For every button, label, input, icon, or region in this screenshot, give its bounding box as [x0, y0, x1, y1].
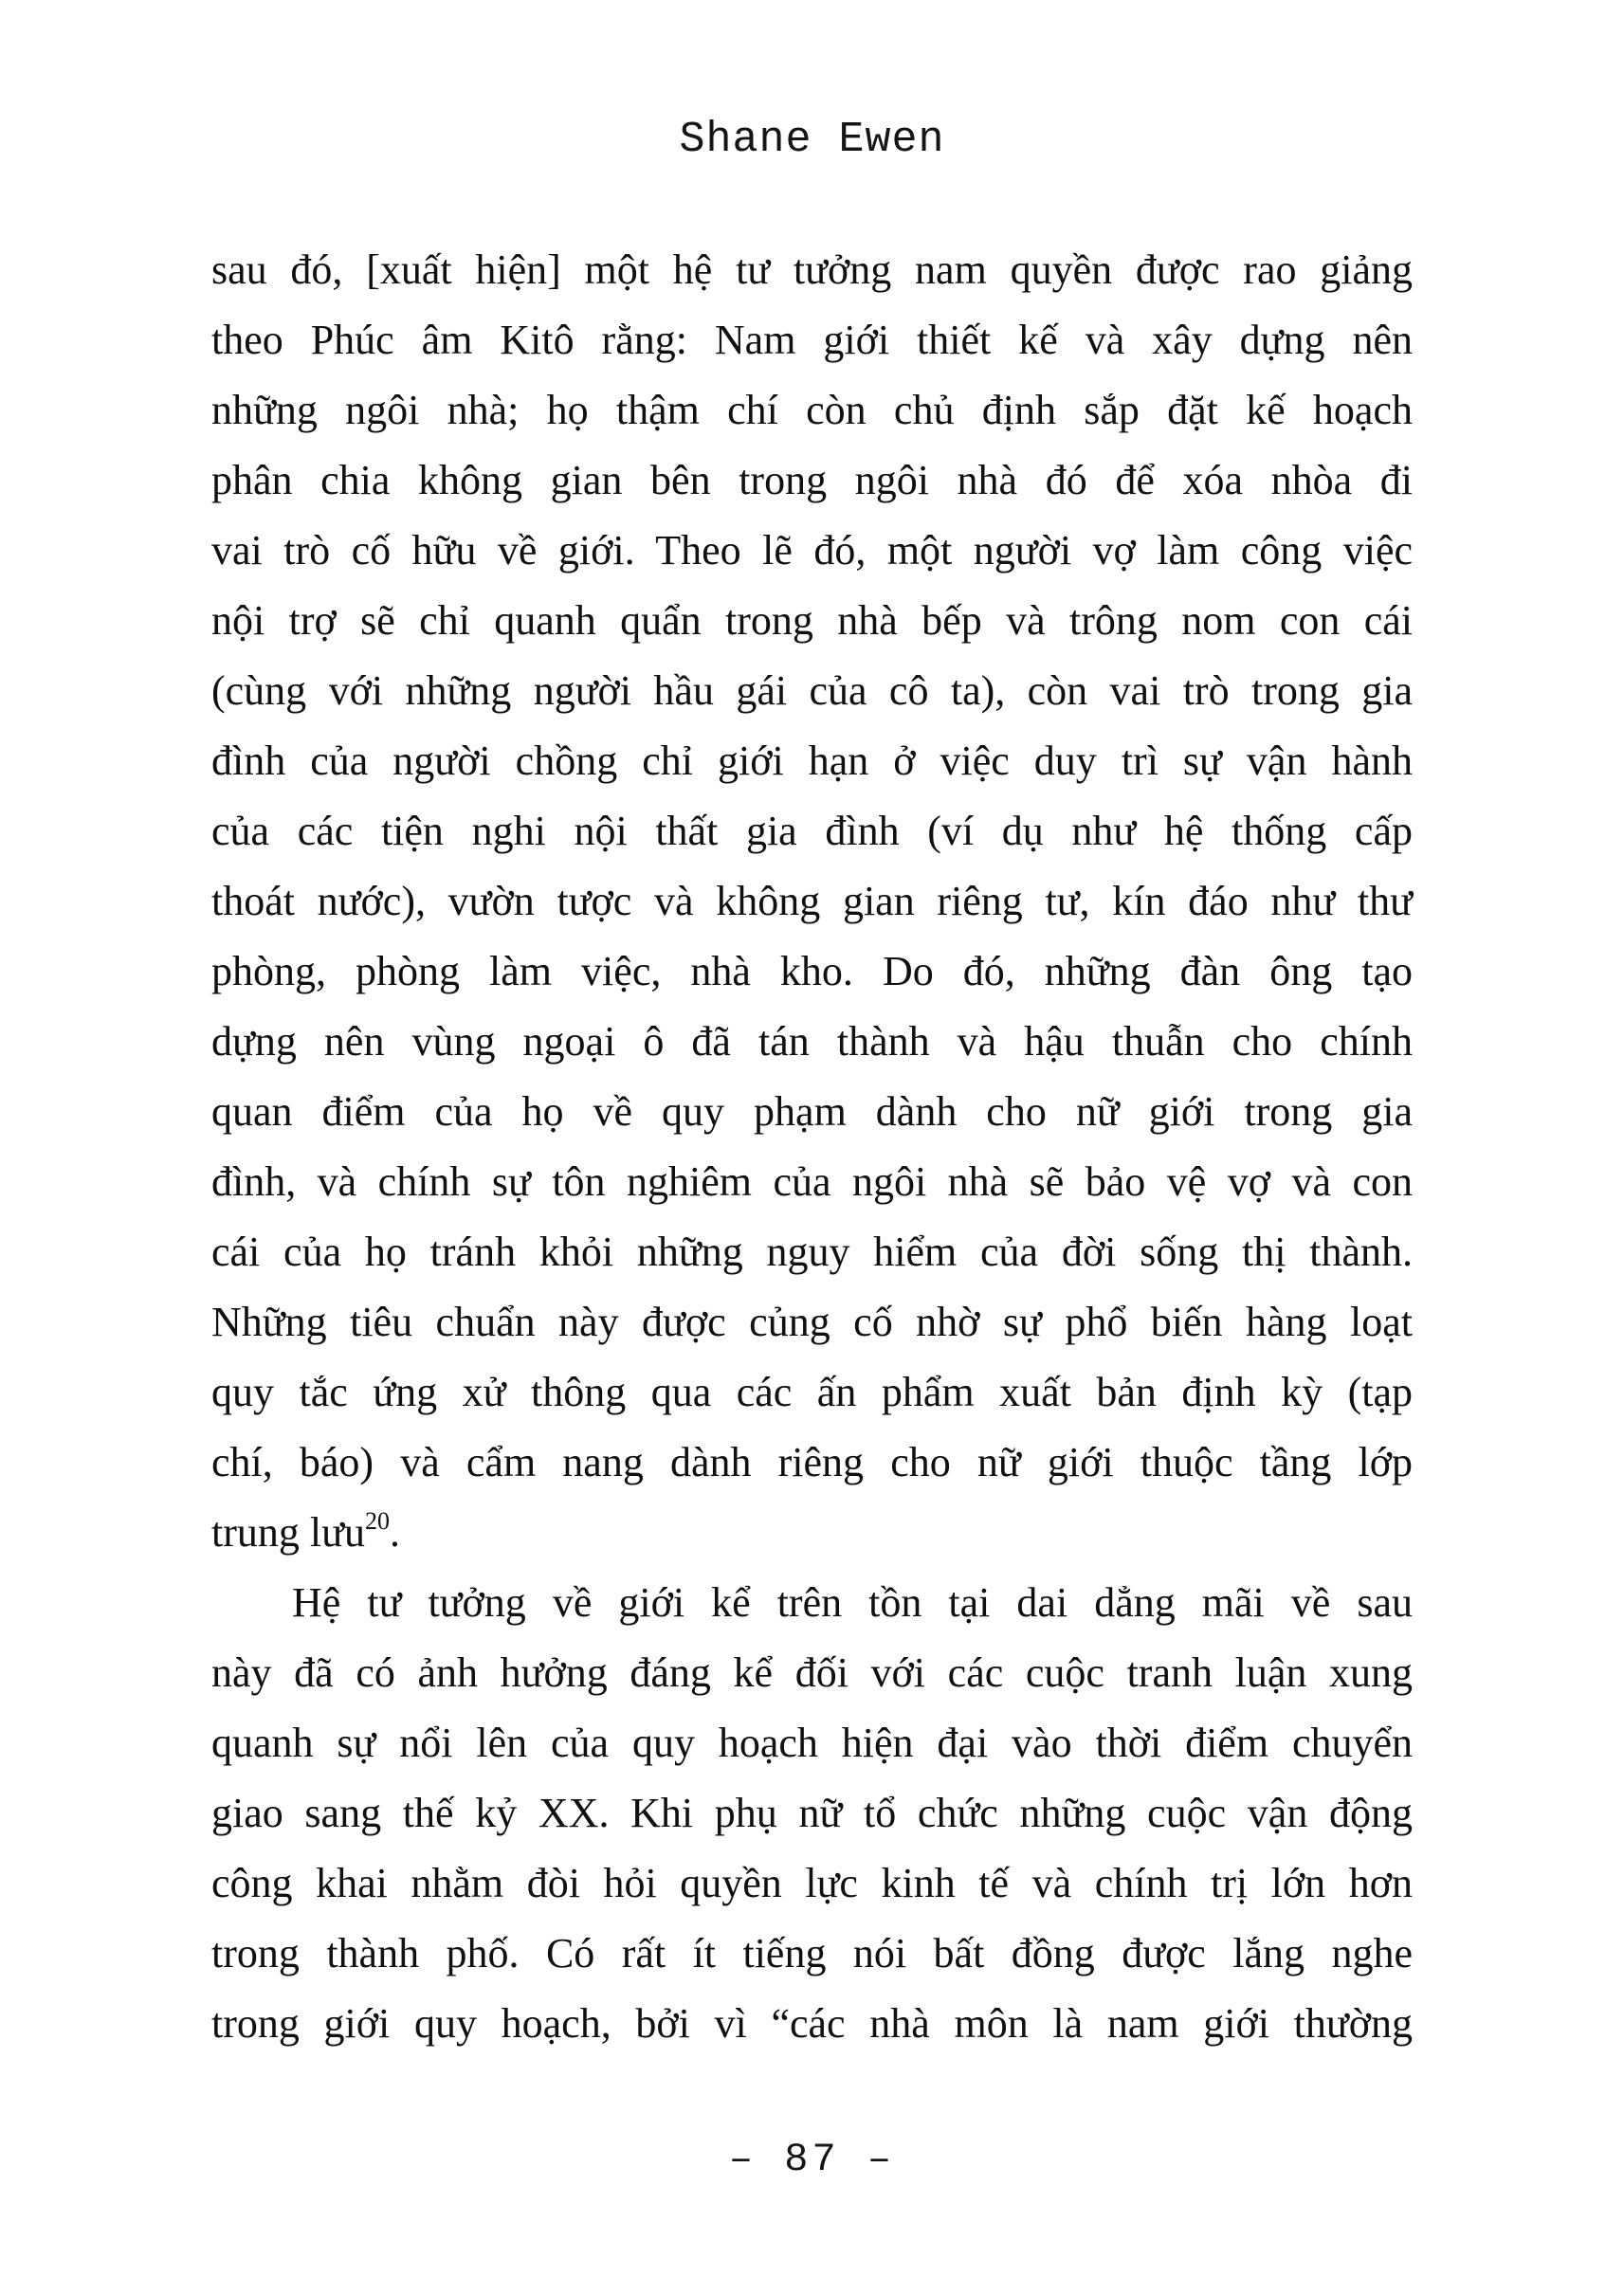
text-line: phòng, phòng làm việc, nhà kho. Do đó, những đàn ông tạo — [211, 948, 1413, 994]
text-line: thoát nước), vườn tược và không gian riêng tư, kín đáo như thư — [211, 878, 1413, 924]
footnote-reference: 20 — [364, 1507, 390, 1535]
text-line: cái của họ tránh khỏi những nguy hiểm của đời sống thị thành. — [211, 1229, 1413, 1275]
text-line: Những tiêu chuẩn này được củng cố nhờ sự phổ biến hàng loạt — [211, 1299, 1413, 1345]
text-line: giao sang thế kỷ XX. Khi phụ nữ tổ chức những cuộc vận động — [211, 1790, 1413, 1836]
text-line: chí, báo) và cẩm nang dành riêng cho nữ giới thuộc tầng lớp — [211, 1439, 1413, 1485]
text-line: những ngôi nhà; họ thậm chí còn chủ định sắp đặt kế hoạch — [211, 387, 1413, 433]
paragraph-2 — [211, 1568, 1413, 2059]
text-line: trong thành phố. Có rất ít tiếng nói bất đồng được lắng nghe — [211, 1930, 1413, 1976]
text-line: sau đó, [xuất hiện] một hệ tư tưởng nam quyền được rao giảng — [211, 246, 1413, 293]
text-line: trong giới quy hoạch, bởi vì “các nhà môn là nam giới thường — [211, 2000, 1413, 2047]
text-line: đình của người chồng chỉ giới hạn ở việc duy trì sự vận hành — [211, 738, 1413, 784]
text-line: vai trò cố hữu về giới. Theo lẽ đó, một người vợ làm công việc — [211, 527, 1413, 574]
text-line: này đã có ảnh hưởng đáng kể đối với các cuộc tranh luận xung — [211, 1649, 1413, 1696]
text-line: Hệ tư tưởng về giới kể trên tồn tại dai dẳng mãi về sau — [292, 1579, 1413, 1626]
page-number: – 87 – — [728, 2137, 896, 2182]
paragraph-1 — [211, 235, 1413, 1568]
text-line: quanh sự nổi lên của quy hoạch hiện đại vào thời điểm chuyển — [211, 1720, 1413, 1766]
text-line: dựng nên vùng ngoại ô đã tán thành và hậu thuẫn cho chính — [211, 1018, 1413, 1065]
text-line: nội trợ sẽ chỉ quanh quẩn trong nhà bếp và trông nom con cái — [211, 597, 1413, 644]
text-line-with-footnote — [211, 1498, 1413, 1568]
text-line: của các tiện nghi nội thất gia đình (ví dụ như hệ thống cấp — [211, 808, 1413, 854]
body-text — [211, 235, 1413, 2059]
text-line: phân chia không gian bên trong ngôi nhà đó để xóa nhòa đi — [211, 457, 1413, 503]
text-line: công khai nhằm đòi hỏi quyền lực kinh tế và chính trị lớn hơn — [211, 1860, 1413, 1906]
text-run: trung lưu — [211, 1509, 365, 1556]
running-header: Shane Ewen — [679, 116, 945, 164]
text-line: quan điểm của họ về quy phạm dành cho nữ giới trong gia — [211, 1088, 1413, 1135]
text-line: quy tắc ứng xử thông qua các ấn phẩm xuất bản định kỳ (tạp — [211, 1369, 1413, 1415]
text-line: (cùng với những người hầu gái của cô ta), còn vai trò trong gia — [211, 667, 1413, 714]
text-line: đình, và chính sự tôn nghiêm của ngôi nhà sẽ bảo vệ vợ và con — [211, 1158, 1413, 1205]
text-run: . — [389, 1509, 400, 1556]
text-line: theo Phúc âm Kitô rằng: Nam giới thiết kế và xây dựng nên — [211, 317, 1413, 363]
